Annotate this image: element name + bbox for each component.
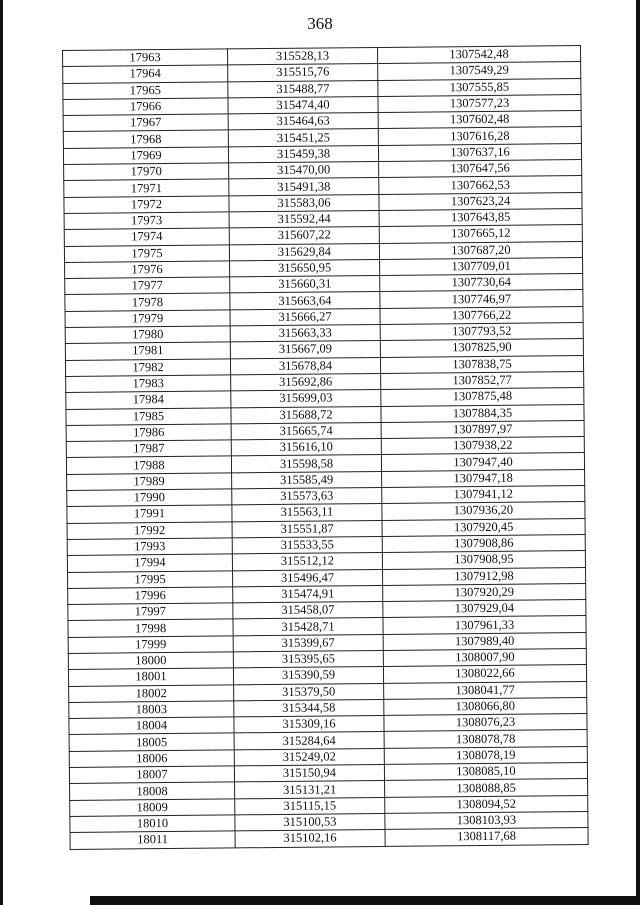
x-coordinate-cell: 315666,27	[230, 308, 380, 326]
point-number-cell: 17992	[67, 521, 232, 539]
x-coordinate-cell: 315563,11	[232, 504, 382, 522]
x-coordinate-cell: 315464,63	[228, 113, 378, 131]
point-number-cell: 17980	[65, 326, 230, 344]
x-coordinate-cell: 315699,03	[231, 390, 381, 408]
x-coordinate-cell: 315692,86	[231, 373, 381, 391]
y-coordinate-cell: 1307838,75	[380, 355, 583, 373]
y-coordinate-cell: 1307908,86	[382, 534, 585, 552]
y-coordinate-cell: 1308007,90	[383, 648, 586, 666]
point-number-cell: 17986	[66, 424, 231, 442]
x-coordinate-cell: 315650,95	[230, 259, 380, 277]
point-number-cell: 17974	[64, 228, 229, 246]
y-coordinate-cell: 1308041,77	[384, 681, 587, 699]
x-coordinate-cell: 315573,63	[232, 487, 382, 505]
y-coordinate-cell: 1307766,22	[380, 306, 583, 324]
y-coordinate-cell: 1307947,40	[381, 453, 584, 471]
y-coordinate-cell: 1308103,93	[385, 811, 588, 829]
point-number-cell: 17988	[66, 456, 231, 474]
x-coordinate-cell: 315390,59	[233, 667, 383, 685]
point-number-cell: 18006	[69, 750, 234, 768]
x-coordinate-cell: 315474,40	[228, 96, 378, 114]
y-coordinate-cell: 1307577,23	[378, 94, 581, 112]
point-number-cell: 17966	[63, 98, 228, 116]
x-coordinate-cell: 315451,25	[228, 129, 378, 147]
y-coordinate-cell: 1308076,23	[384, 714, 587, 732]
x-coordinate-cell: 315496,47	[233, 569, 383, 587]
y-coordinate-cell: 1307730,64	[380, 274, 583, 292]
x-coordinate-cell: 315598,58	[231, 455, 381, 473]
page-number: 368	[307, 14, 333, 33]
point-number-cell: 18011	[70, 831, 235, 849]
x-coordinate-cell: 315344,58	[234, 699, 384, 717]
x-coordinate-cell: 315459,38	[228, 145, 378, 163]
x-coordinate-cell: 315395,65	[233, 650, 383, 668]
coordinates-table-wrapper	[62, 45, 589, 849]
point-number-cell: 18008	[70, 782, 235, 800]
y-coordinate-cell: 1307920,45	[382, 518, 585, 536]
x-coordinate-cell: 315512,12	[232, 553, 382, 571]
y-coordinate-cell: 1307623,24	[379, 192, 582, 210]
y-coordinate-cell: 1307825,90	[380, 339, 583, 357]
x-coordinate-cell: 315150,94	[234, 765, 384, 783]
point-number-cell: 17978	[65, 293, 230, 311]
point-number-cell: 18002	[69, 684, 234, 702]
x-coordinate-cell: 315474,91	[233, 585, 383, 603]
x-coordinate-cell: 315470,00	[229, 162, 379, 180]
point-number-cell: 17964	[63, 65, 228, 83]
point-number-cell: 18000	[68, 652, 233, 670]
x-coordinate-cell: 315607,22	[229, 227, 379, 245]
y-coordinate-cell: 1307647,56	[379, 160, 582, 178]
point-number-cell: 17987	[66, 440, 231, 458]
y-coordinate-cell: 1307687,20	[379, 241, 582, 259]
x-coordinate-cell: 315102,16	[235, 830, 385, 848]
y-coordinate-cell: 1307602,48	[378, 111, 581, 129]
point-number-cell: 17981	[65, 342, 230, 360]
x-coordinate-cell: 315663,64	[230, 292, 380, 310]
x-coordinate-cell: 315665,74	[231, 422, 381, 440]
point-number-cell: 17972	[64, 196, 229, 214]
x-coordinate-cell: 315491,38	[229, 178, 379, 196]
y-coordinate-cell: 1307665,12	[379, 225, 582, 243]
y-coordinate-cell: 1307542,48	[377, 46, 580, 64]
point-number-cell: 18003	[69, 701, 234, 719]
point-number-cell: 18010	[70, 815, 235, 833]
x-coordinate-cell: 315533,55	[232, 536, 382, 554]
x-coordinate-cell: 315667,09	[230, 341, 380, 359]
point-number-cell: 18001	[68, 668, 233, 686]
y-coordinate-cell: 1307936,20	[382, 502, 585, 520]
y-coordinate-cell: 1307875,48	[381, 388, 584, 406]
point-number-cell: 17993	[67, 538, 232, 556]
scan-edge-left	[0, 0, 3, 905]
y-coordinate-cell: 1307961,33	[383, 616, 586, 634]
y-coordinate-cell: 1307643,85	[379, 208, 582, 226]
x-coordinate-cell: 315428,71	[233, 618, 383, 636]
point-number-cell: 17990	[67, 489, 232, 507]
point-number-cell: 17979	[65, 310, 230, 328]
y-coordinate-cell: 1307616,28	[378, 127, 581, 145]
x-coordinate-cell: 315131,21	[235, 781, 385, 799]
point-number-cell: 18005	[69, 733, 234, 751]
point-number-cell: 17999	[68, 636, 233, 654]
y-coordinate-cell: 1307746,97	[380, 290, 583, 308]
point-number-cell: 17967	[63, 114, 228, 132]
y-coordinate-cell: 1307989,40	[383, 632, 586, 650]
point-number-cell: 17989	[67, 473, 232, 491]
point-number-cell: 17982	[65, 359, 230, 377]
y-coordinate-cell: 1308078,78	[384, 730, 587, 748]
point-number-cell: 17996	[68, 587, 233, 605]
point-number-cell: 18007	[69, 766, 234, 784]
y-coordinate-cell: 1308066,80	[384, 697, 587, 715]
point-number-cell: 17977	[65, 277, 230, 295]
y-coordinate-cell: 1307884,35	[381, 404, 584, 422]
coordinates-table-body	[63, 46, 589, 849]
scan-edge-bottom	[90, 896, 636, 905]
x-coordinate-cell: 315100,53	[235, 813, 385, 831]
coordinates-table	[62, 45, 589, 849]
point-number-cell: 17975	[64, 244, 229, 262]
y-coordinate-cell: 1307662,53	[379, 176, 582, 194]
y-coordinate-cell: 1307929,04	[383, 600, 586, 618]
point-number-cell: 17994	[67, 554, 232, 572]
point-number-cell: 17998	[68, 619, 233, 637]
y-coordinate-cell: 1307709,01	[380, 257, 583, 275]
x-coordinate-cell: 315458,07	[233, 602, 383, 620]
point-number-cell: 17963	[63, 49, 228, 67]
y-coordinate-cell: 1307938,22	[381, 437, 584, 455]
x-coordinate-cell: 315488,77	[228, 80, 378, 98]
y-coordinate-cell: 1307920,29	[383, 583, 586, 601]
point-number-cell: 17985	[66, 407, 231, 425]
x-coordinate-cell: 315551,87	[232, 520, 382, 538]
x-coordinate-cell: 315515,76	[228, 64, 378, 82]
point-number-cell: 18009	[70, 799, 235, 817]
point-number-cell: 17991	[67, 505, 232, 523]
y-coordinate-cell: 1307947,18	[382, 469, 585, 487]
point-number-cell: 17984	[66, 391, 231, 409]
x-coordinate-cell: 315379,50	[234, 683, 384, 701]
point-number-cell: 18004	[69, 717, 234, 735]
point-number-cell: 17995	[68, 570, 233, 588]
y-coordinate-cell: 1307897,97	[381, 420, 584, 438]
y-coordinate-cell: 1308094,52	[385, 795, 588, 813]
x-coordinate-cell: 315663,33	[230, 325, 380, 343]
point-number-cell: 17968	[63, 130, 228, 148]
point-number-cell: 17969	[63, 147, 228, 165]
x-coordinate-cell: 315249,02	[234, 748, 384, 766]
y-coordinate-cell: 1307549,29	[378, 62, 581, 80]
x-coordinate-cell: 315528,13	[227, 47, 377, 65]
y-coordinate-cell: 1307852,77	[381, 371, 584, 389]
y-coordinate-cell: 1307912,98	[382, 567, 585, 585]
x-coordinate-cell: 315688,72	[231, 406, 381, 424]
y-coordinate-cell: 1308117,68	[385, 828, 588, 846]
y-coordinate-cell: 1307793,52	[380, 323, 583, 341]
x-coordinate-cell: 315592,44	[229, 210, 379, 228]
point-number-cell: 17973	[64, 212, 229, 230]
x-coordinate-cell: 315309,16	[234, 716, 384, 734]
x-coordinate-cell: 315115,15	[235, 797, 385, 815]
point-number-cell: 17983	[66, 375, 231, 393]
point-number-cell: 17971	[64, 179, 229, 197]
x-coordinate-cell: 315660,31	[230, 276, 380, 294]
x-coordinate-cell: 315678,84	[230, 357, 380, 375]
x-coordinate-cell: 315616,10	[231, 439, 381, 457]
x-coordinate-cell: 315585,49	[232, 471, 382, 489]
y-coordinate-cell: 1307908,95	[382, 551, 585, 569]
x-coordinate-cell: 315629,84	[229, 243, 379, 261]
y-coordinate-cell: 1308078,19	[384, 746, 587, 764]
y-coordinate-cell: 1308088,85	[385, 779, 588, 797]
y-coordinate-cell: 1308085,10	[384, 763, 587, 781]
x-coordinate-cell: 315583,06	[229, 194, 379, 212]
point-number-cell: 17976	[65, 261, 230, 279]
y-coordinate-cell: 1307555,85	[378, 78, 581, 96]
point-number-cell: 17965	[63, 82, 228, 100]
y-coordinate-cell: 1307941,12	[382, 486, 585, 504]
x-coordinate-cell: 315399,67	[233, 634, 383, 652]
y-coordinate-cell: 1308022,66	[383, 665, 586, 683]
point-number-cell: 17997	[68, 603, 233, 621]
y-coordinate-cell: 1307637,16	[378, 143, 581, 161]
scan-edge-right	[636, 0, 640, 905]
point-number-cell: 17970	[64, 163, 229, 181]
x-coordinate-cell: 315284,64	[234, 732, 384, 750]
